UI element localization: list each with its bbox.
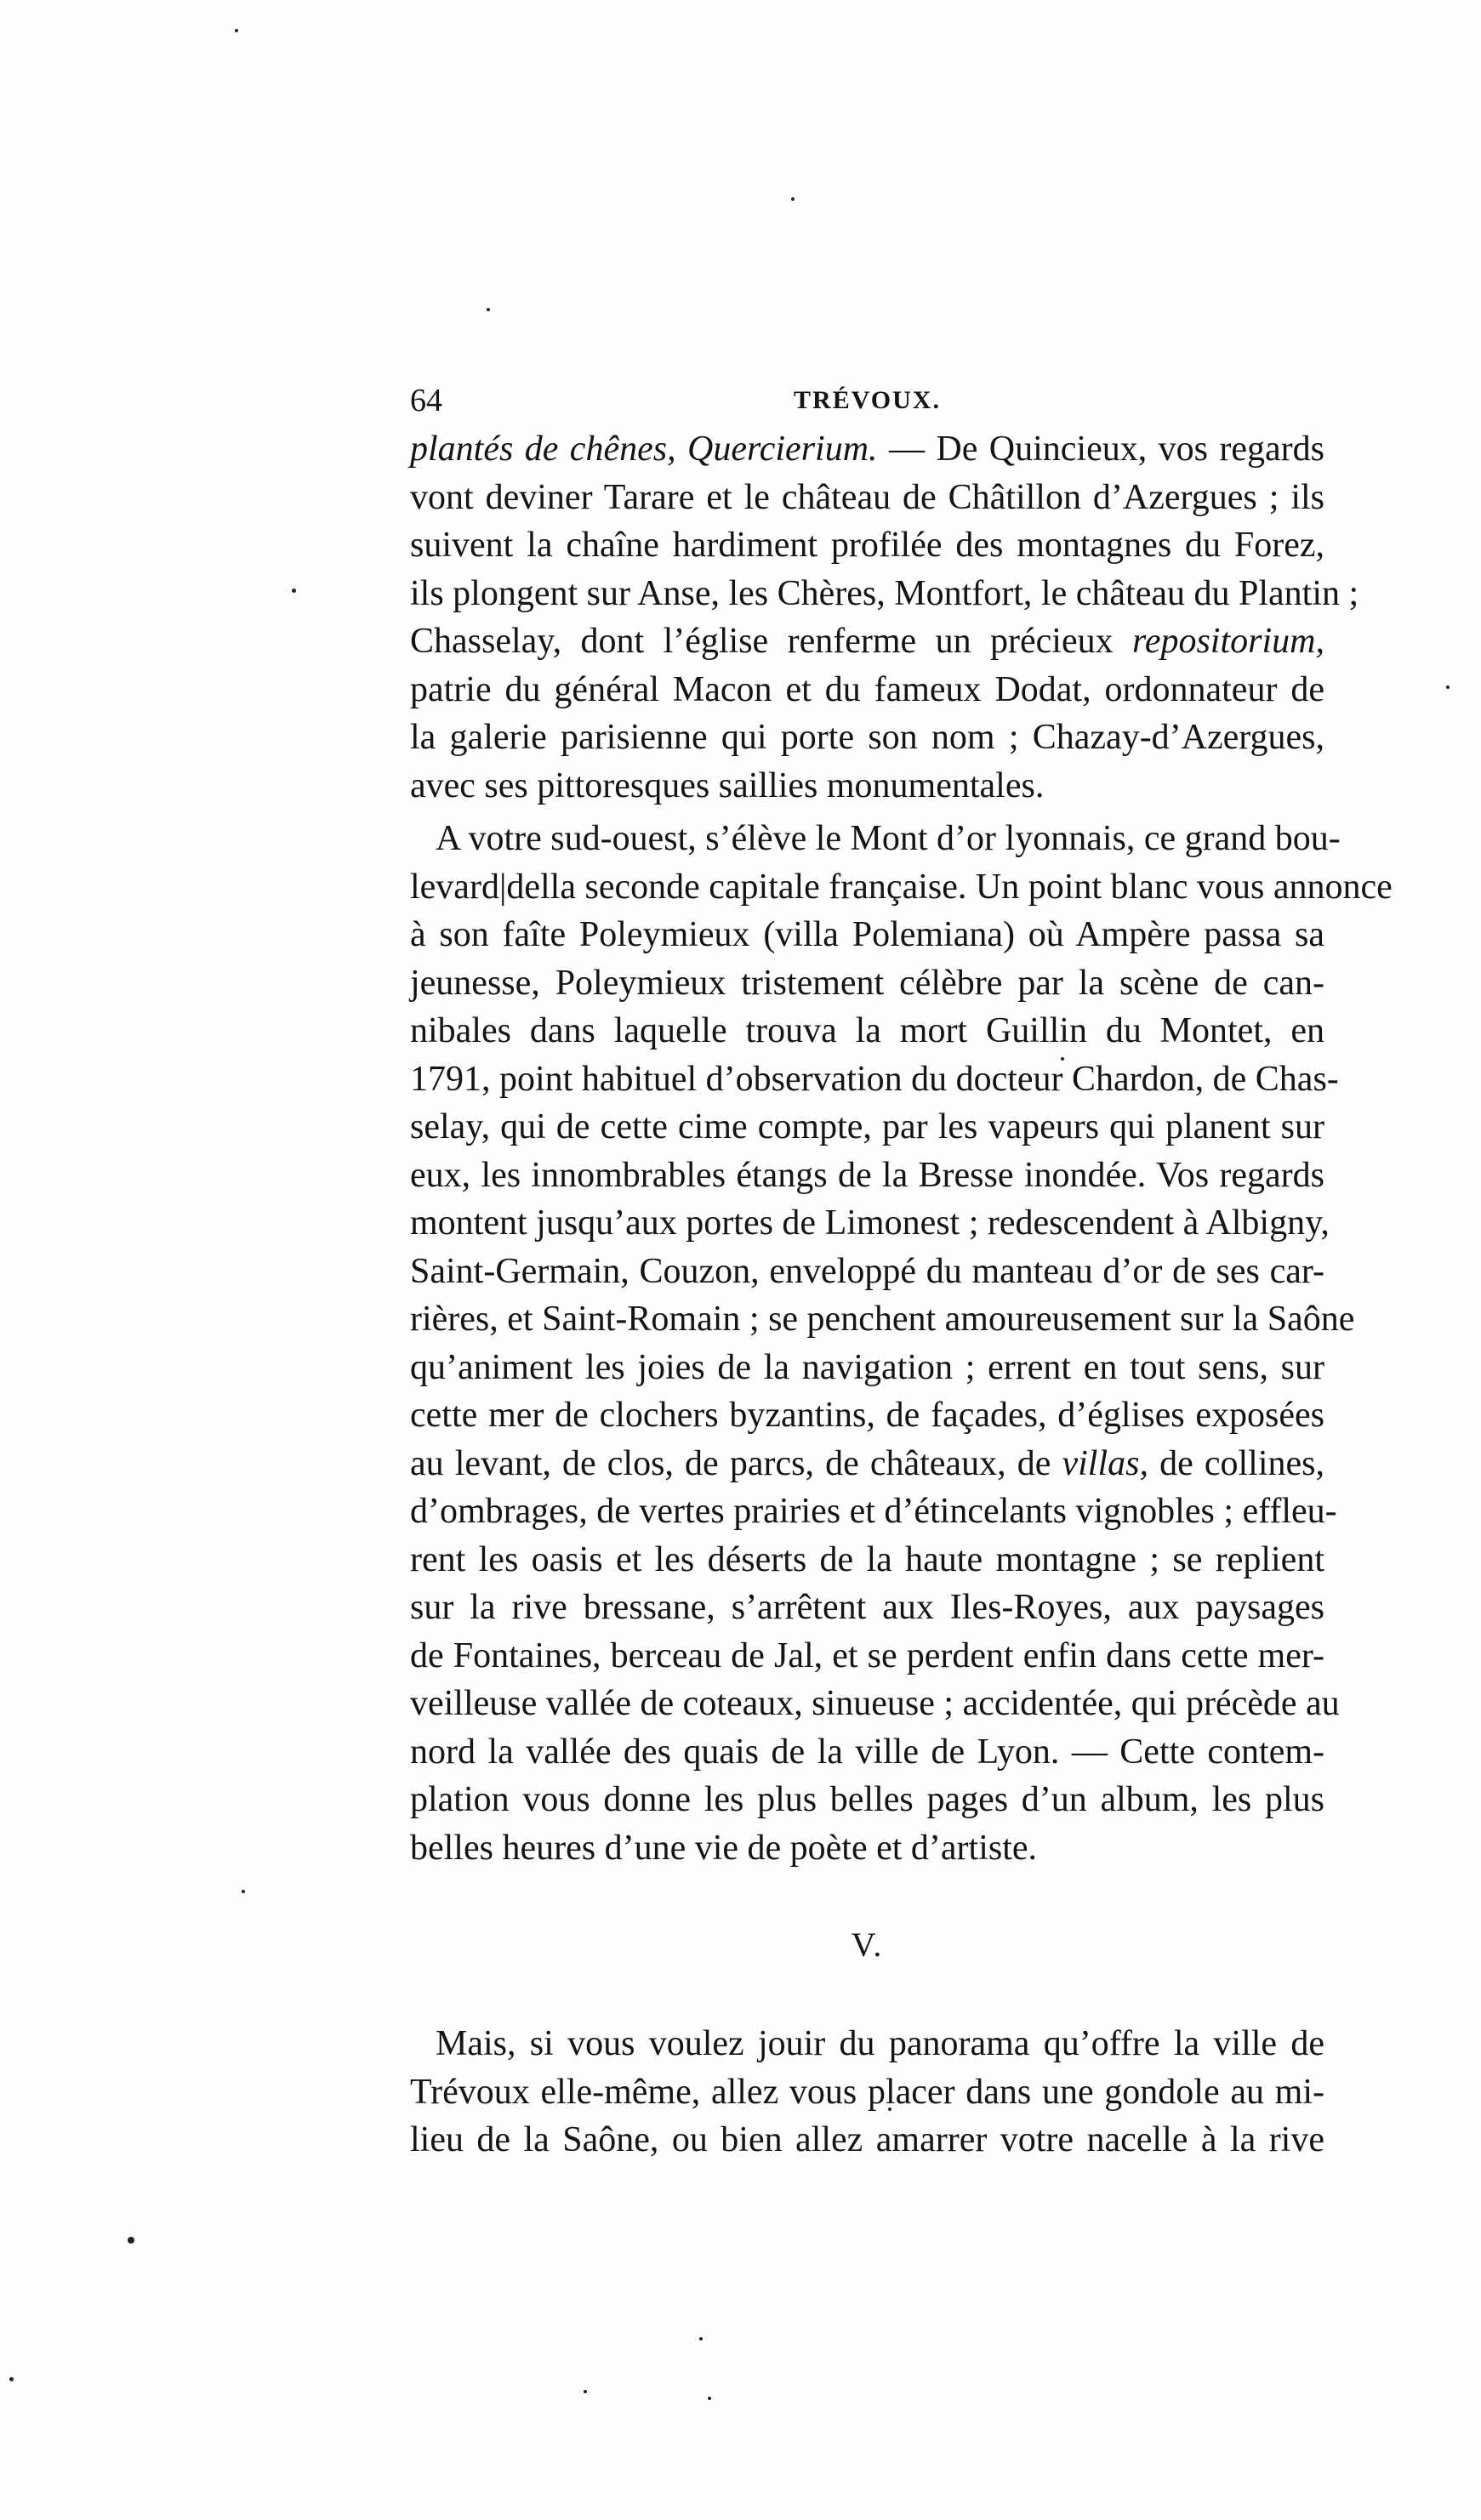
text-line: sur la rive bressane, s’arrêtent aux Iles-Royes, aux paysages bbox=[410, 1588, 1324, 1627]
text-line: belles heures d’une vie de poète et d’artiste. bbox=[410, 1828, 1038, 1868]
running-title: TRÉVOUX. bbox=[794, 386, 941, 414]
text-line: avec ses pittoresques saillies monumentales. bbox=[410, 765, 1045, 805]
italic-phrase: plantés de chênes, Quercierium. bbox=[410, 429, 878, 469]
paragraph-1 bbox=[410, 425, 1359, 810]
italic-word: repositorium, bbox=[1132, 622, 1324, 661]
running-head bbox=[410, 376, 1324, 425]
paper-speck bbox=[235, 29, 238, 32]
text-fragment: Chasselay, dont l’église renferme un précieux bbox=[410, 622, 1133, 661]
paper-speck bbox=[292, 589, 296, 593]
text-line: ils plongent sur Anse, les Chères, Montfort, le château du Plantin ; bbox=[410, 573, 1359, 613]
paragraph-2 bbox=[410, 815, 1393, 1872]
text-line: la galerie parisienne qui porte son nom ; Chazay-d’Azergues, bbox=[410, 718, 1324, 757]
text-line: eux, les innombrables étangs de la Bresse inondée. Vos regards bbox=[410, 1155, 1324, 1195]
paper-speck bbox=[1446, 685, 1450, 689]
text-line: A votre sud-ouest, s’élève le Mont d’or lyonnais, ce grand bou- bbox=[436, 819, 1341, 858]
text-line: veilleuse vallée de coteaux, sinueuse ; accidentée, qui précède au bbox=[410, 1684, 1340, 1723]
paper-speck bbox=[242, 1890, 245, 1893]
paper-speck bbox=[128, 2237, 134, 2244]
text-line: jeunesse, Poleymieux tristement célèbre par la scène de can- bbox=[410, 963, 1324, 1003]
text-line bbox=[410, 1440, 1324, 1488]
paper-speck bbox=[487, 308, 490, 311]
text-line: suivent la chaîne hardiment profilée des montagnes du Forez, bbox=[410, 526, 1324, 565]
text-line: 1791, point habituel d’observation du docteur Chardon, de Chas- bbox=[410, 1059, 1339, 1099]
text-line: rent les oasis et les déserts de la haute montagne ; se replient bbox=[410, 1539, 1324, 1579]
text-line: d’ombrages, de vertes prairies et d’étincelants vignobles ; effleu- bbox=[410, 1492, 1337, 1531]
text-line bbox=[410, 617, 1324, 666]
paper-speck bbox=[791, 197, 795, 201]
text-line: selay, qui de cette cime compte, par les vapeurs qui planent sur bbox=[410, 1107, 1324, 1146]
text-block bbox=[410, 376, 1393, 2164]
text-line: Trévoux elle-même, allez vous placer dans une gondole au mi- bbox=[410, 2072, 1324, 2112]
page-number: 64 bbox=[410, 383, 442, 418]
text-line: patrie du général Macon et du fameux Dodat, ordonnateur de bbox=[410, 669, 1324, 709]
paper-speck bbox=[708, 2397, 711, 2400]
italic-word: villas, bbox=[1062, 1443, 1148, 1483]
paragraph-3 bbox=[410, 2020, 1324, 2164]
text-line: nibales dans laquelle trouva la mort Guillin du Montet, en bbox=[410, 1011, 1324, 1050]
text-fragment: — De Quincieux, vos regards bbox=[877, 429, 1324, 469]
text-line: montent jusqu’aux portes de Limonest ; redescendent à Albigny, bbox=[410, 1203, 1330, 1243]
text-line: lieu de la Saône, ou bien allez amarrer votre nacelle à la rive bbox=[410, 2120, 1324, 2159]
paper-speck bbox=[9, 2377, 14, 2381]
text-line: plation vous donne les plus belles pages d’un album, les plus bbox=[410, 1780, 1324, 1819]
paper-speck bbox=[584, 2390, 587, 2393]
text-fragment: de collines, bbox=[1148, 1443, 1324, 1483]
section-number: V. bbox=[851, 1926, 884, 1964]
text-line: rières, et Saint-Romain ; se penchent amoureusement sur la Saône bbox=[410, 1300, 1355, 1339]
text-line: à son faîte Poleymieux (villa Polemiana) où Ampère passa sa bbox=[410, 915, 1324, 954]
text-line: de Fontaines, berceau de Jal, et se perdent enfin dans cette mer- bbox=[410, 1635, 1324, 1675]
text-line: levard|della seconde capitale française. Un point blanc vous annonce bbox=[410, 867, 1393, 907]
text-line: Saint-Germain, Couzon, enveloppé du manteau d’or de ses car- bbox=[410, 1251, 1324, 1291]
text-line: Mais, si vous voulez jouir du panorama qu’offre la ville de bbox=[436, 2024, 1324, 2063]
text-line: nord la vallée des quais de la ville de Lyon. — Cette contem- bbox=[410, 1732, 1324, 1772]
paper-speck bbox=[699, 2337, 703, 2341]
text-fragment: au levant, de clos, de parcs, de châteaux, de bbox=[410, 1443, 1062, 1483]
text-line bbox=[410, 425, 1324, 474]
text-line: vont deviner Tarare et le château de Châtillon d’Azergues ; ils bbox=[410, 477, 1324, 517]
text-line: qu’animent les joies de la navigation ; errent en tout sens, sur bbox=[410, 1347, 1324, 1387]
text-line: cette mer de clochers byzantins, de façades, d’églises exposées bbox=[410, 1396, 1324, 1435]
